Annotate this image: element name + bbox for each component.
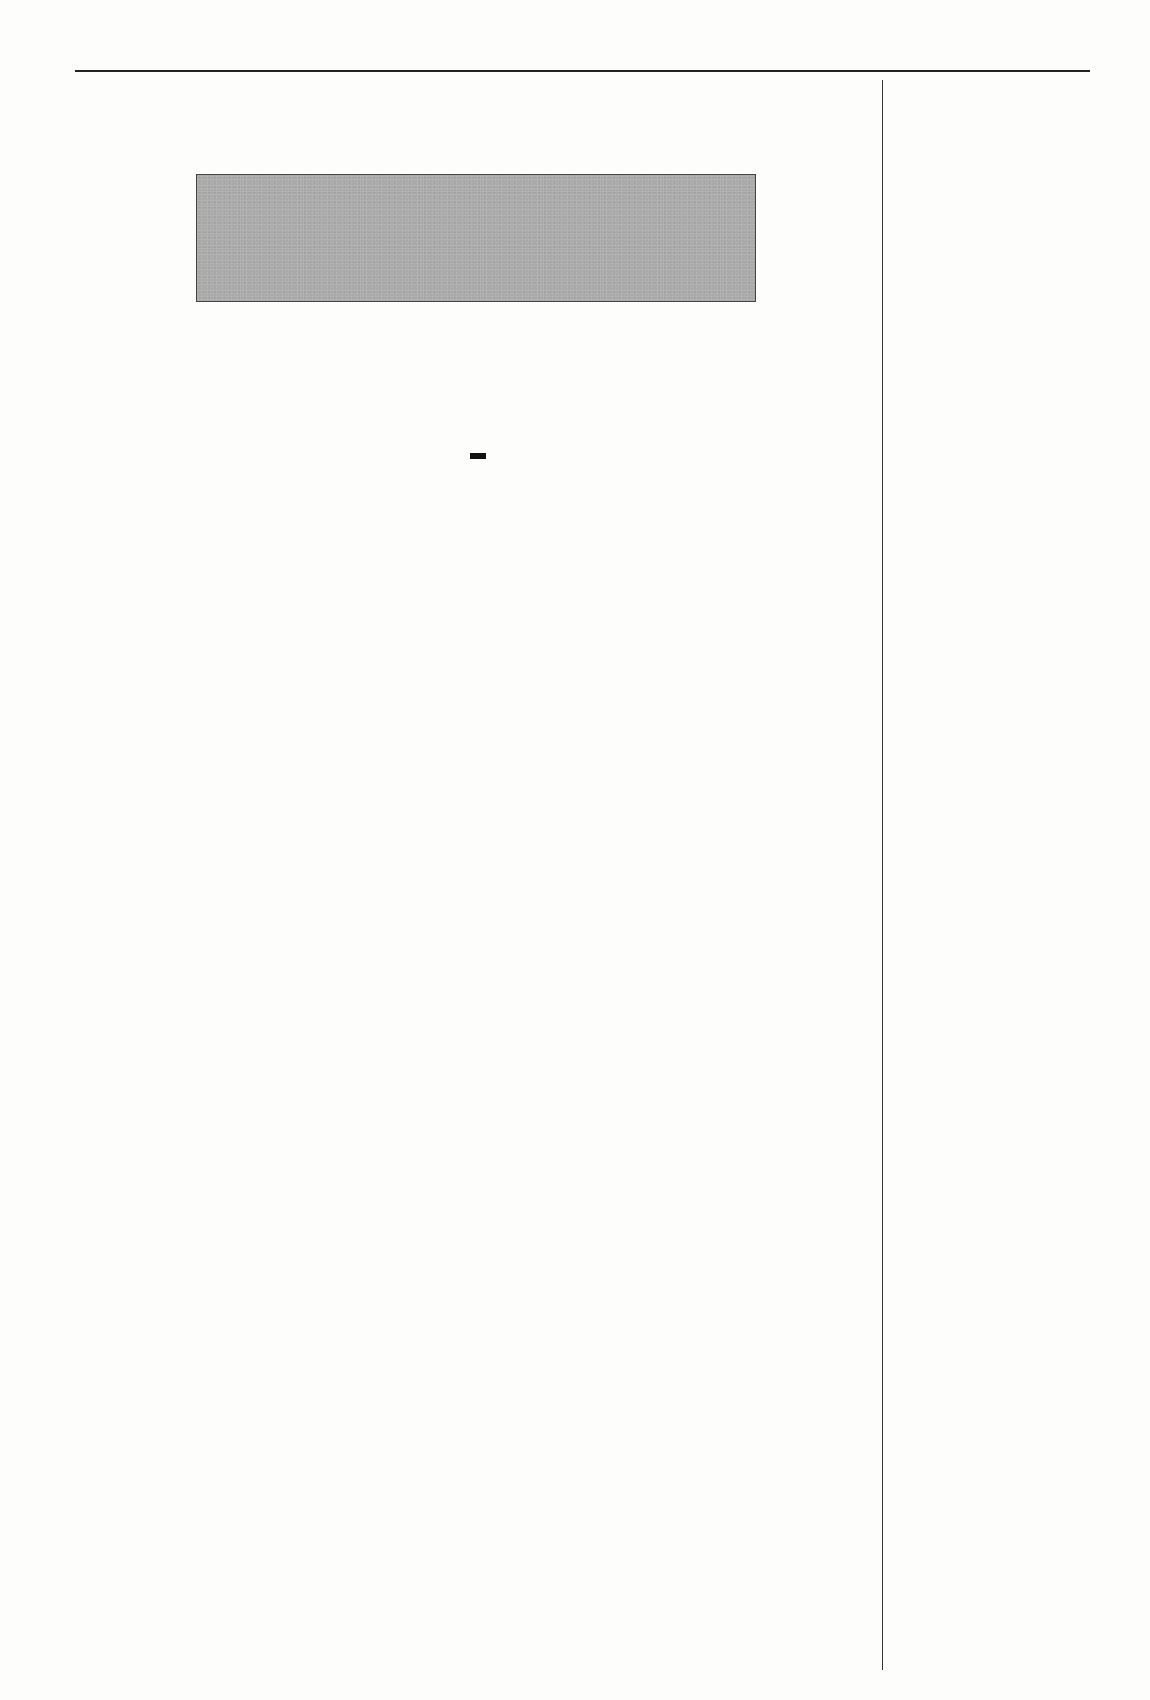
masthead [75,50,1090,72]
column-divider [882,80,883,1670]
connector-line [470,453,486,459]
article-intro [196,174,756,302]
intro-column-1 [217,189,452,203]
